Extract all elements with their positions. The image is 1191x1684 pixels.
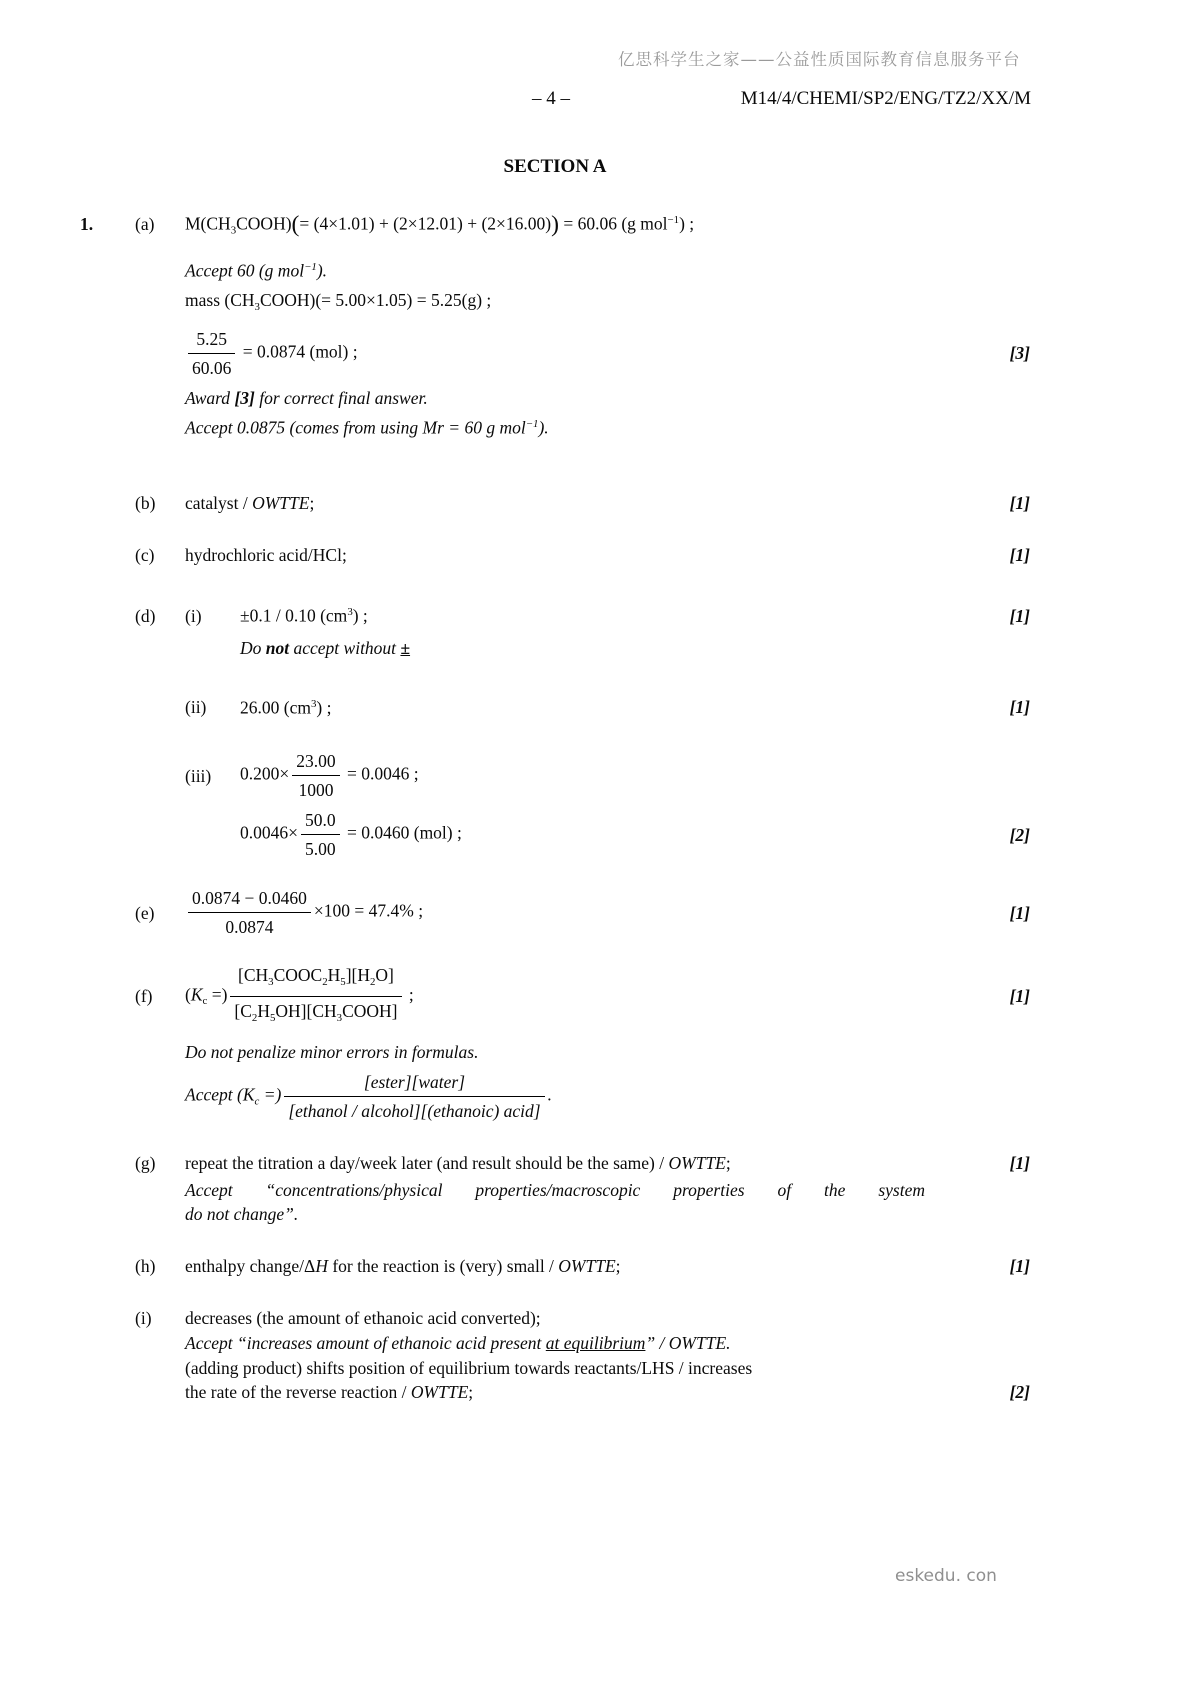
answer-row	[80, 412, 1030, 440]
row-content: (adding product) shifts position of equilibrium towards reactants/LHS / increases	[185, 1357, 753, 1378]
row-content: the rate of the reverse reaction / OWTTE;	[185, 1381, 474, 1402]
row-content: 26.00 $(cm^3)$ ;	[240, 697, 332, 718]
answer-rows	[80, 208, 1030, 1404]
answer-row	[80, 255, 1030, 283]
row-content: $\frac{5.25}{60.06}$ = 0.0874 (mol) ;	[185, 327, 970, 380]
part-label: (i)	[135, 1307, 152, 1328]
part-label: (g)	[135, 1152, 156, 1173]
row-content: Accept 60 (g mol$^{-1}$).	[185, 260, 328, 281]
mark-badge: [1]	[1009, 1255, 1030, 1276]
question-number: 1.	[80, 213, 94, 234]
mark-badge: [1]	[1009, 902, 1030, 923]
answer-row	[80, 1202, 1030, 1226]
mark-badge: [1]	[1009, 493, 1030, 514]
answer-row	[80, 749, 1030, 802]
answer-row	[80, 808, 1030, 861]
fraction: $\frac{\text{[ester][water]}}{\text{[ethanol / alcohol][(ethanoic) acid]}}$	[284, 1070, 544, 1123]
fraction: $\frac{[CH_3COOC_2H_5][H_2O]}{[C_2H_5OH][CH_3COOH]}$	[230, 963, 401, 1030]
answer-row	[80, 1356, 1030, 1380]
row-content: decreases (the amount of ethanoic acid converted);	[185, 1307, 541, 1328]
part-label: (c)	[135, 545, 155, 566]
part-label: (f)	[135, 986, 153, 1007]
answer-row	[80, 600, 1030, 628]
footer-watermark: eskedu. con	[895, 1566, 997, 1586]
answer-row	[80, 1151, 1030, 1175]
answer-row	[80, 288, 1030, 319]
answer-row	[80, 386, 1030, 410]
row-content: Do not accept without ±	[240, 637, 411, 658]
row-content: $\frac{0.0874 - 0.0460}{0.0874}$ ×100 = 47.4% ;	[185, 886, 970, 939]
answer-row	[80, 543, 1030, 567]
row-content: $M(CH_3COOH)(= (4\times 1.01) + (2\times 12.01) + (2\times 16.00)) = 60.06$ (g mol$^{-1}$) ;	[185, 211, 695, 238]
section-title: SECTION A	[503, 156, 607, 177]
header-watermark: 亿思科学生之家——公益性质国际教育信息服务平台	[618, 50, 1021, 69]
answer-row	[80, 1040, 1030, 1064]
mark-badge: [2]	[1009, 1381, 1030, 1402]
row-content: 0.0046× $\frac{50.0}{5.00}$ = 0.0460 (mol) ;	[240, 810, 462, 860]
mark-badge: [1]	[1009, 1152, 1030, 1173]
row-content: catalyst / OWTTE;	[185, 493, 315, 514]
answer-row	[80, 208, 1030, 242]
row-content: mass $(CH_3COOH)(= 5.00\times 1.05) = 5.25(g)$ ;	[185, 289, 492, 313]
row-content: repeat the titration a day/week later (and result should be the same) / OWTTE;	[185, 1152, 731, 1173]
page-number: – 4 –	[532, 88, 570, 109]
answer-row	[80, 692, 1030, 720]
row-content: ±0.1 / 0.10 $(cm^3)$ ;	[240, 605, 368, 626]
row-content: do not change”.	[185, 1203, 299, 1224]
answer-row	[80, 1254, 1030, 1278]
subpart-label: (iii)	[185, 765, 212, 786]
fraction: $\frac{23.00}{1000}$	[292, 749, 339, 802]
row-content: Do not penalize minor errors in formulas.	[185, 1041, 479, 1062]
answer-row	[80, 963, 1030, 1030]
part-label: (d)	[135, 605, 156, 626]
row-content: enthalpy change/ΔH for the reaction is (very) small / OWTTE;	[185, 1255, 621, 1276]
document-body	[80, 156, 1030, 1404]
fraction: $\frac{0.0874 - 0.0460}{0.0874}$	[188, 886, 311, 939]
paper-code: M14/4/CHEMI/SP2/ENG/TZ2/XX/M	[740, 88, 1031, 109]
part-label: (a)	[135, 213, 155, 234]
row-content: Accept “concentrations/physical properties/macroscopic properties of the system	[185, 1179, 925, 1200]
mark-badge: [1]	[1009, 545, 1030, 566]
answer-row	[80, 327, 1030, 380]
row-content: Accept 0.0875 (comes from using Mr = 60 g mol$^{-1}$).	[185, 417, 549, 438]
answer-row	[80, 491, 1030, 515]
answer-row	[80, 1380, 1030, 1404]
row-content: Accept ($K_c$ =) $\frac{\text{[ester][water]}}{\text{[ethanol / alcohol][(ethanoic) acid]}}$ .	[185, 1071, 552, 1121]
mark-badge: [3]	[1009, 343, 1030, 364]
mark-badge: [1]	[1009, 605, 1030, 626]
part-label: (b)	[135, 493, 156, 514]
part-label: (h)	[135, 1255, 156, 1276]
subpart-label: (ii)	[185, 697, 207, 718]
row-content: 0.200× $\frac{23.00}{1000}$ = 0.0046 ;	[240, 751, 419, 801]
subpart-label: (i)	[185, 605, 202, 626]
row-content: hydrochloric acid/HCl;	[185, 545, 347, 566]
answer-row	[80, 1178, 1030, 1202]
answer-row	[80, 1070, 1030, 1123]
answer-row	[80, 1306, 1030, 1330]
answer-row	[80, 636, 1030, 660]
mark-badge: [1]	[1009, 986, 1030, 1007]
row-content: Accept “increases amount of ethanoic acid present at equilibrium” / OWTTE.	[185, 1332, 731, 1353]
fraction: $\frac{50.0}{5.00}$	[301, 808, 340, 861]
row-content: Award [3] for correct final answer.	[185, 387, 428, 408]
row-content: ($K_c$ =) $\frac{[CH_3COOC_2H_5][H_2O]}{[C_2H_5OH][CH_3COOH]}$ ;	[185, 963, 970, 1030]
part-label: (e)	[135, 902, 155, 923]
mark-badge: [1]	[1009, 697, 1030, 718]
answer-row	[80, 886, 1030, 939]
mark-badge: [2]	[1009, 824, 1030, 845]
answer-row	[80, 1331, 1030, 1355]
fraction: $\frac{5.25}{60.06}$	[188, 327, 235, 380]
